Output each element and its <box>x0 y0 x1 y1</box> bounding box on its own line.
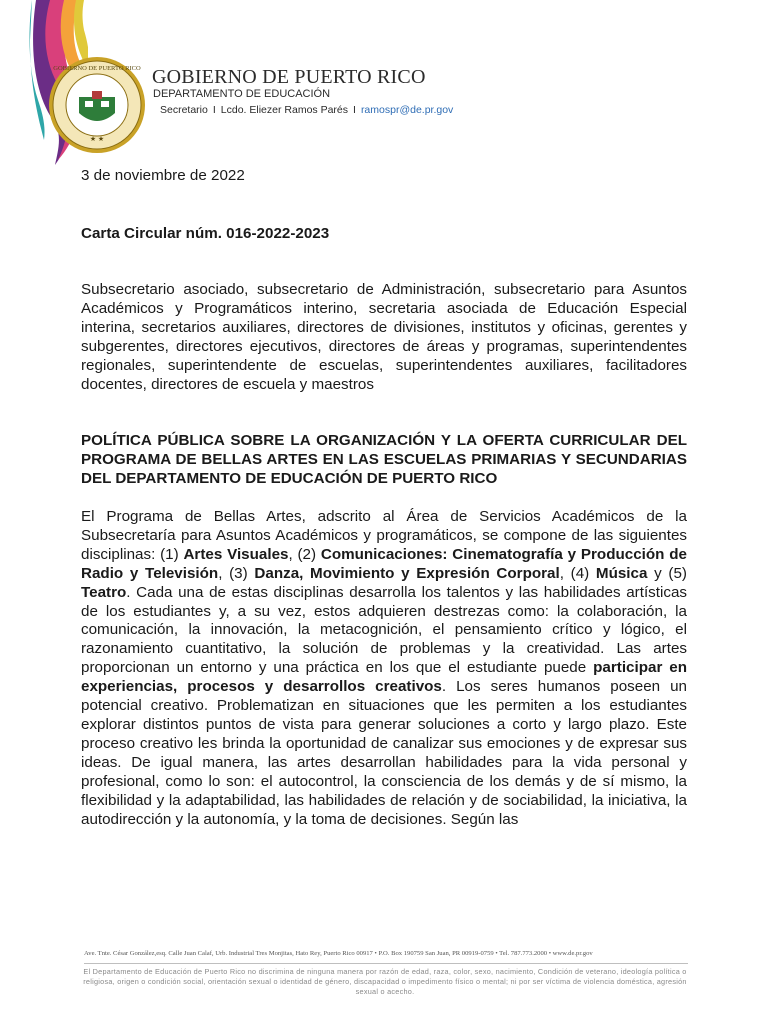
body-text: , (3) <box>218 564 255 582</box>
separator: I <box>353 104 356 116</box>
secretary-name: Lcdo. Eliezer Ramos Parés <box>220 104 349 116</box>
body-text: , (4) <box>559 564 596 582</box>
svg-text:★ ★: ★ ★ <box>89 135 105 143</box>
discipline-dance: Danza, Movimiento y Expresión Corporal <box>254 564 560 582</box>
emphasis-text: participar en experiencias, procesos y desarrollos creativos <box>81 659 688 696</box>
body-text: , (2) <box>288 545 321 563</box>
body-text: . Los seres humanos poseen un potencial creativo. Problematizan en situaciones que les permiten a los estudiantes explorar distintos puntos de vista para generar soluciones a corto y largo plazo. Este proceso creativo les brinda la oportunidad de canalizar sus emociones y de expresar sus ideas. De igual manera, las artes desarrollan habilidades para la vida personal y profesional, como lo son: el autocontrol, la consciencia de los demás y de sí mismo, la flexibilidad y la adaptabilidad, las habilidades de relación y de sociabilidad, la iniciativa, la autodirección y la autonomía, y la toma de decisiones. Según las <box>81 678 687 828</box>
seal-text: GOBIERNO DE PUERTO RICO <box>53 65 141 72</box>
letterhead-title: GOBIERNO DE PUERTO RICO <box>152 66 426 88</box>
circular-number: Carta Circular núm. 016-2022-2023 <box>81 225 330 242</box>
document-date: 3 de noviembre de 2022 <box>81 167 245 184</box>
body-text: . Cada una de estas disciplinas desarrolla los talentos y las habilidades artísticas de los estudiantes y, a su vez, estos adquieren destrezas como: la colaboración, la comunicación, la innovación, la metacognición, el pensamiento crítico y lógico, el razonamiento cuantitativo, la solución de problemas y la creatividad. Las artes proporcionan un entorno y una práctica en los que el estudiante puede <box>81 583 687 677</box>
email-link[interactable]: ramospr@de.pr.gov <box>360 104 454 116</box>
discipline-communications: Comunicaciones: Cinematografía y Producción de Radio y Televisión <box>81 545 687 582</box>
footer-divider <box>84 963 688 964</box>
footer-address: Ave. Tnte. César González,esq. Calle Juan Calaf, Urb. Industrial Tres Monjitas, Hato Rey, Puerto Rico 00917 • P.O. Box 190759 San Juan, PR 00919-0759 • Tel. 787.773.2000 • www.de.pr.gov <box>84 950 593 957</box>
discipline-visual-arts: Artes Visuales <box>183 545 289 563</box>
body-paragraph <box>81 508 687 829</box>
policy-title: POLÍTICA PÚBLICA SOBRE LA ORGANIZACIÓN Y LA OFERTA CURRICULAR DEL PROGRAMA DE BELLAS ARTES EN LAS ESCUELAS PRIMARIAS Y SECUNDARIAS DEL DEPARTAMENTO DE EDUCACIÓN DE PUERTO RICO <box>81 432 687 487</box>
discipline-music: Música <box>595 564 648 582</box>
body-text: y (5) <box>647 564 687 582</box>
letterhead-department: DEPARTAMENTO DE EDUCACIÓN <box>153 88 331 100</box>
footer-disclaimer: El Departamento de Educación de Puerto Rico no discrimina de ninguna manera por razón de edad, raza, color, sexo, nacimiento, Condición de veterano, ideología política o religiosa, origen o condición social, orientación sexual o identidad de género, discapacidad o impedimento físico o mental; ni por ser víctima de violencia doméstica, agresión sexual o acecho. <box>83 967 687 996</box>
secretary-role: Secretario <box>160 104 208 116</box>
government-seal <box>47 55 147 155</box>
body-text: El Programa de Bellas Artes, adscrito al Área de Servicios Académicos de la Subsecretaría para Asuntos Académicos y programáticos, se compone de las siguientes disciplinas: (1) <box>81 508 687 563</box>
letterhead-secretary-line <box>160 104 453 116</box>
recipients-paragraph: Subsecretario asociado, subsecretario de Administración, subsecretario para Asuntos Académicos y Programáticos interino, secretaria asociada de Educación Especial interina, secretarios auxiliares, directores de divisiones, institutos y oficinas, gerentes y subgerentes, directores ejecutivos, directores de áreas y programas, superintendentes regionales, superintendente de escuelas, superintendentes auxiliares, facilitadores docentes, directores de escuela y maestros <box>81 281 687 393</box>
discipline-theater: Teatro <box>81 583 127 601</box>
separator: I <box>212 104 216 116</box>
